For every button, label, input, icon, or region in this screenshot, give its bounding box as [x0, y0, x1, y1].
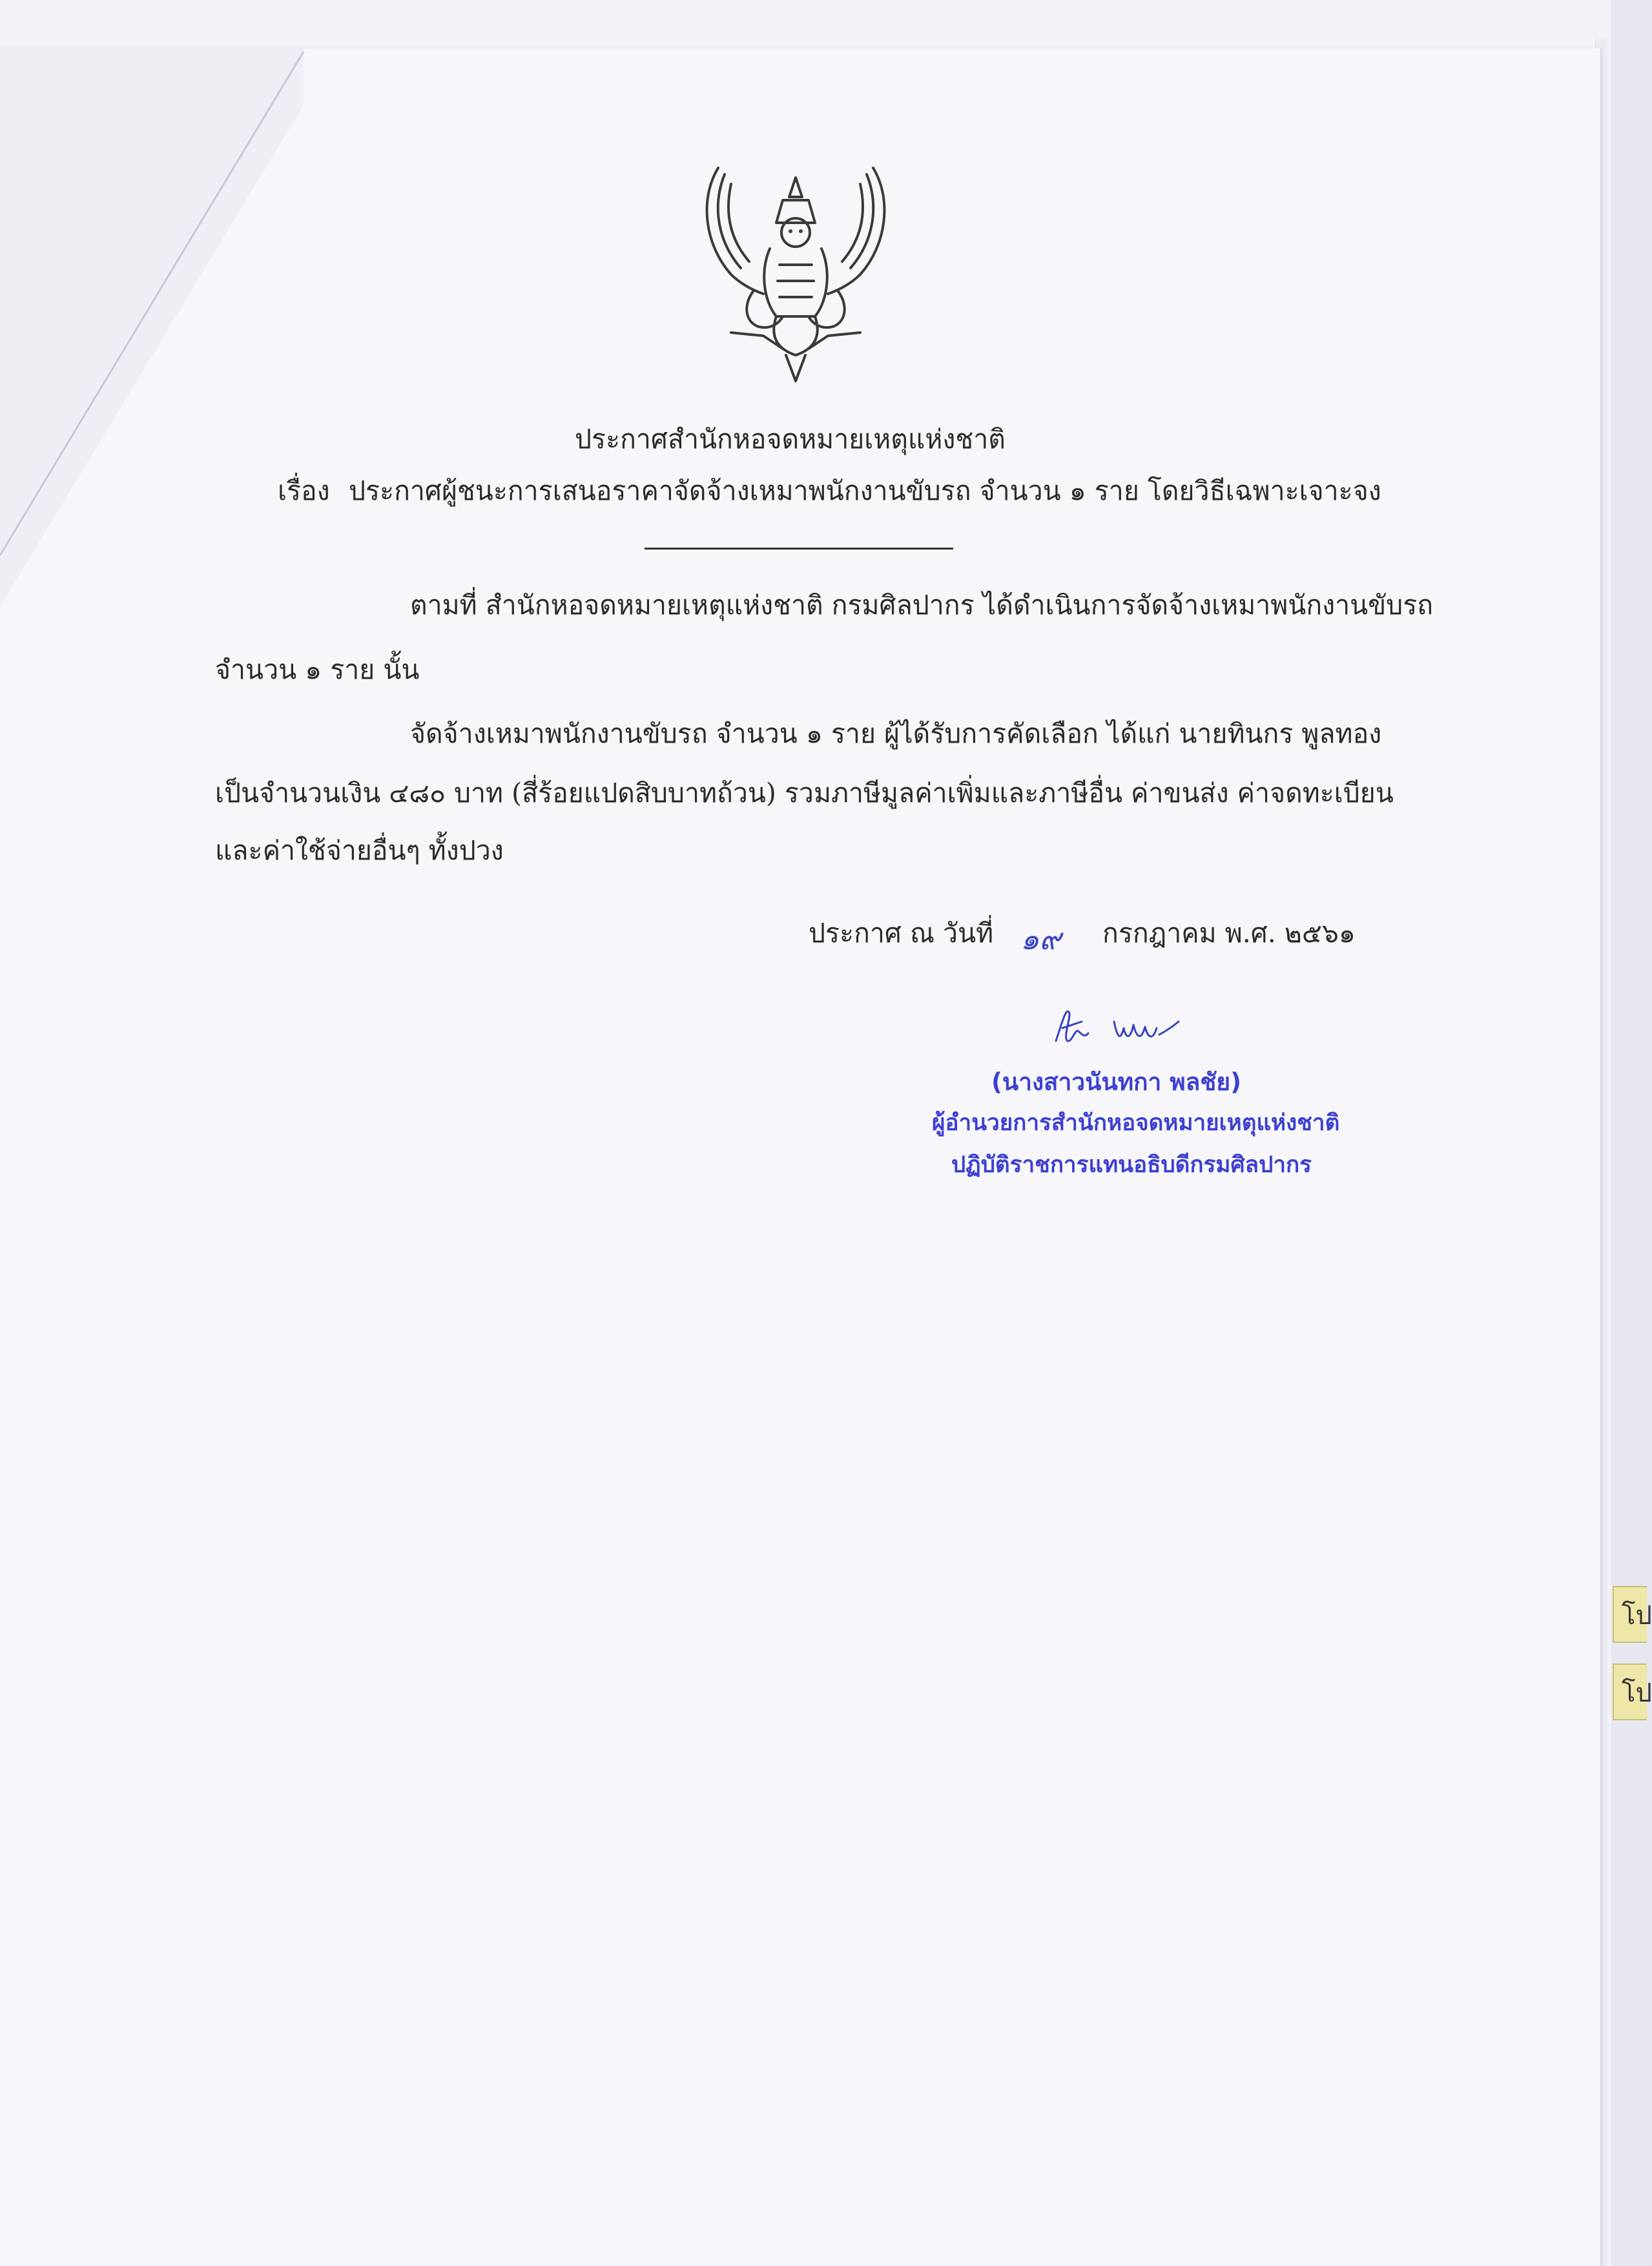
signatory-position: ผู้อำนวยการสำนักหอจดหมายเหตุแห่งชาติ: [932, 1110, 1340, 1136]
side-tab[interactable]: [1613, 1586, 1652, 1643]
paragraph-line: ตามที่ สำนักหอจดหมายเหตุแห่งชาติ กรมศิลปากร ได้ดำเนินการจัดจ้างเหมาพนักงานขับรถ: [410, 590, 1434, 621]
paragraph-line: จัดจ้างเหมาพนักงานขับรถ จำนวน ๑ ราย ผู้ได้รับการคัดเลือก ได้แก่ นายทินกร พูลทอง: [410, 718, 1382, 749]
side-tab-label: โป: [1622, 1601, 1652, 1631]
subject-label: เรื่อง: [278, 475, 330, 506]
date-prefix: ประกาศ ณ วันที่: [809, 918, 994, 949]
document-title: ประกาศสำนักหอจดหมายเหตุแห่งชาติ: [575, 424, 1006, 455]
subject-text: ประกาศผู้ชนะการเสนอราคาจัดจ้างเหมาพนักงานขับรถ จำนวน ๑ ราย โดยวิธีเฉพาะเจาะจง: [349, 475, 1381, 506]
paragraph-line: และค่าใช้จ่ายอื่นๆ ทั้งปวง: [215, 835, 504, 866]
fold-crease: [0, 48, 304, 630]
paragraph-line: เป็นจำนวนเงิน ๔๘๐ บาท (สี่ร้อยแปดสิบบาทถ้วน) รวมภาษีมูลค่าเพิ่มและภาษีอื่น ค่าขนส่ง ค่าจดทะเบียน: [215, 778, 1394, 809]
paragraph-line: จำนวน ๑ ราย นั้น: [215, 654, 420, 685]
date-day-handwritten: ๑๙: [1020, 922, 1061, 956]
document-subject: [278, 475, 1381, 506]
signature: [1049, 1002, 1198, 1054]
signatory-name: (นางสาวนันทกา พลชัย): [991, 1068, 1241, 1096]
signatory-acting: ปฏิบัติราชการแทนอธิบดีกรมศิลปากร: [951, 1152, 1312, 1178]
side-tab[interactable]: [1613, 1663, 1652, 1720]
side-tab-label: โป: [1622, 1678, 1652, 1708]
title-divider: [645, 548, 953, 550]
garuda-emblem-icon: [692, 161, 899, 384]
date-month-year: กรกฎาคม พ.ศ. ๒๕๖๑: [1102, 918, 1356, 949]
